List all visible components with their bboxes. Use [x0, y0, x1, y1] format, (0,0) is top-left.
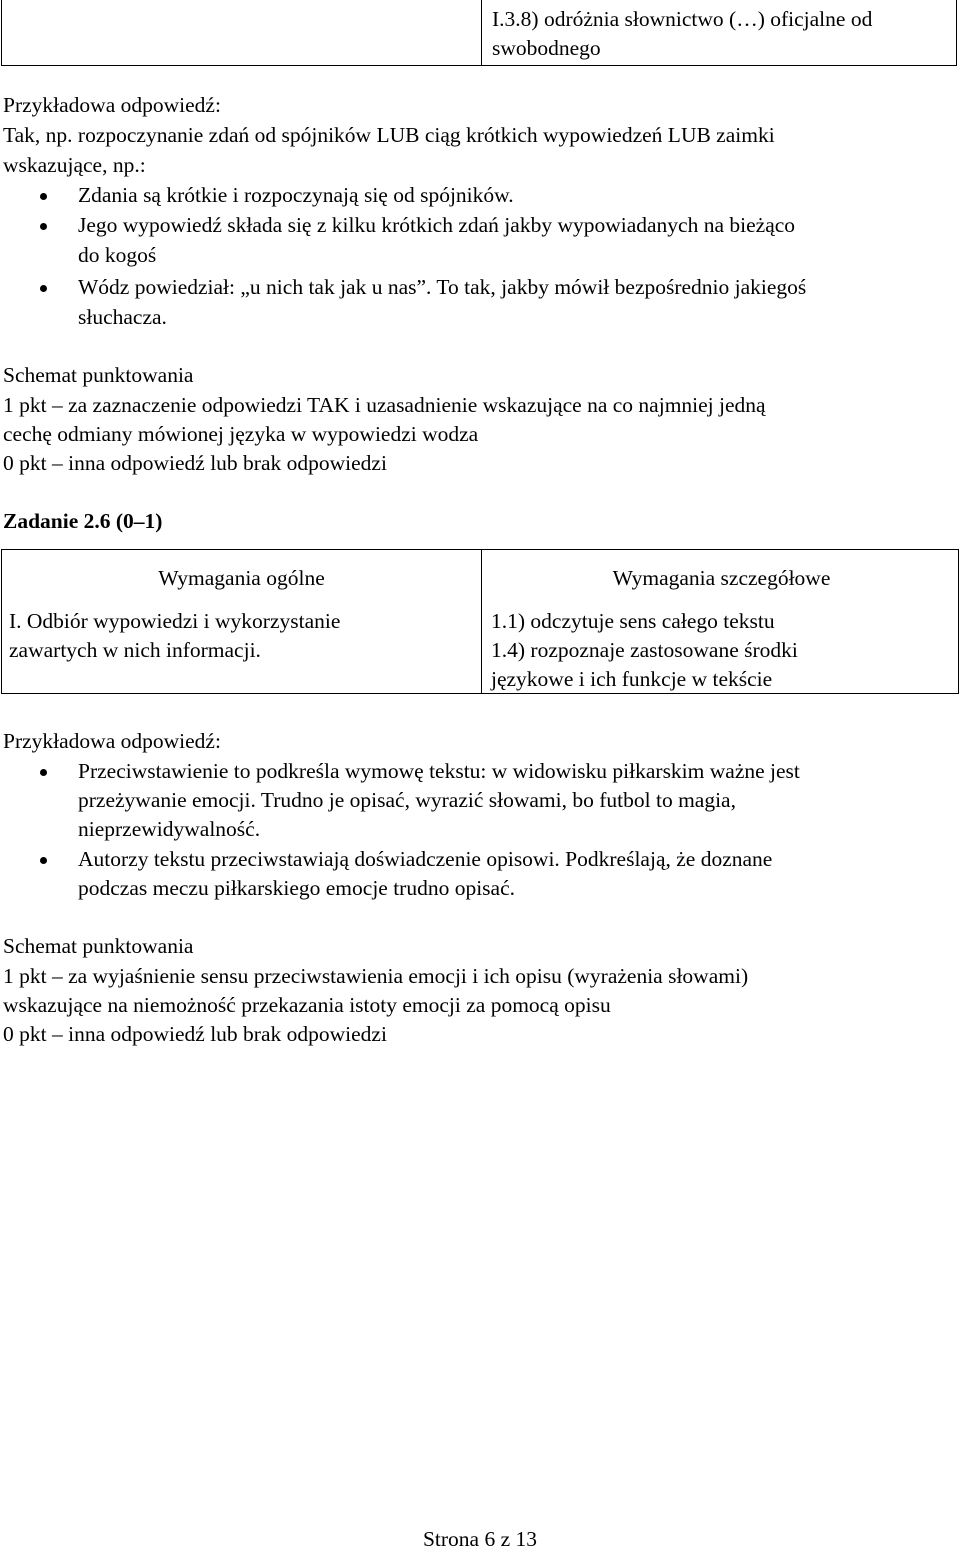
bullet-icon	[40, 857, 47, 864]
detailed-requirement-line: językowe i ich funkcje w tekście	[491, 667, 773, 691]
scoring-line: 1 pkt – za wyjaśnienie sensu przeciwstawienia emocji i ich opisu (wyrażenia słowami)	[3, 964, 749, 988]
bullet-text: Zdania są krótkie i rozpoczynają się od spójników.	[78, 183, 514, 207]
scoring-line: 0 pkt – inna odpowiedź lub brak odpowiedzi	[3, 451, 387, 475]
scoring-heading: Schemat punktowania	[3, 934, 194, 958]
table-divider	[481, 0, 482, 65]
requirement-line: swobodnego	[492, 36, 601, 60]
general-requirement-line: zawartych w nich informacji.	[9, 638, 261, 662]
bullet-text: Autorzy tekstu przeciwstawiają doświadczenie opisowi. Podkreślają, że doznane	[78, 847, 773, 871]
task-title: Zadanie 2.6 (0–1)	[3, 509, 163, 533]
bullet-text: słuchacza.	[78, 305, 167, 329]
general-requirement-line: I. Odbiór wypowiedzi i wykorzystanie	[9, 609, 341, 633]
scoring-line: wskazujące na niemożność przekazania istoty emocji za pomocą opisu	[3, 993, 611, 1017]
bullet-text: Wódz powiedział: „u nich tak jak u nas”. To tak, jakby mówił bezpośrednio jakiegoś	[78, 275, 807, 299]
requirement-cell	[492, 5, 952, 63]
requirements-table	[1, 549, 959, 694]
bullet-text: do kogoś	[78, 243, 157, 267]
scoring-line: cechę odmiany mówionej języka w wypowiedzi wodza	[3, 422, 479, 446]
bullet-icon	[40, 285, 47, 292]
bullet-text: Jego wypowiedź składa się z kilku krótkich zdań jakby wypowiadanych na bieżąco	[78, 213, 796, 237]
example-answer-heading: Przykładowa odpowiedź:	[3, 93, 221, 117]
requirement-line: I.3.8) odróżnia słownictwo (…) oficjalne od	[492, 7, 873, 31]
bullet-text: nieprzewidywalność.	[78, 817, 261, 841]
detailed-requirement-line: 1.1) odczytuje sens całego tekstu	[491, 609, 775, 633]
scoring-heading: Schemat punktowania	[3, 363, 194, 387]
detailed-requirement-line: 1.4) rozpoznaje zastosowane środki	[491, 638, 798, 662]
scoring-line: 0 pkt – inna odpowiedź lub brak odpowiedzi	[3, 1022, 387, 1046]
bullet-text: podczas meczu piłkarskiego emocje trudno opisać.	[78, 876, 516, 900]
bullet-icon	[40, 769, 47, 776]
intro-line: Tak, np. rozpoczynanie zdań od spójników LUB ciąg krótkich wypowiedzeń LUB zaimki	[3, 123, 775, 147]
scoring-line: 1 pkt – za zaznaczenie odpowiedzi TAK i uzasadnienie wskazujące na co najmniej jedną	[3, 393, 766, 417]
detailed-requirements-header: Wymagania szczegółowe	[612, 566, 831, 590]
page-number: Strona 6 z 13	[422, 1527, 538, 1551]
general-requirements-header: Wymagania ogólne	[158, 566, 325, 590]
bullet-text: przeżywanie emocji. Trudno je opisać, wyrazić słowami, bo futbol to magia,	[78, 788, 736, 812]
intro-line: wskazujące, np.:	[3, 153, 146, 177]
top-table-fragment	[1, 0, 957, 66]
bullet-text: Przeciwstawienie to podkreśla wymowę tekstu: w widowisku piłkarskim ważne jest	[78, 759, 800, 783]
example-answer-heading: Przykładowa odpowiedź:	[3, 729, 221, 753]
bullet-icon	[40, 223, 47, 230]
bullet-icon	[40, 193, 47, 200]
